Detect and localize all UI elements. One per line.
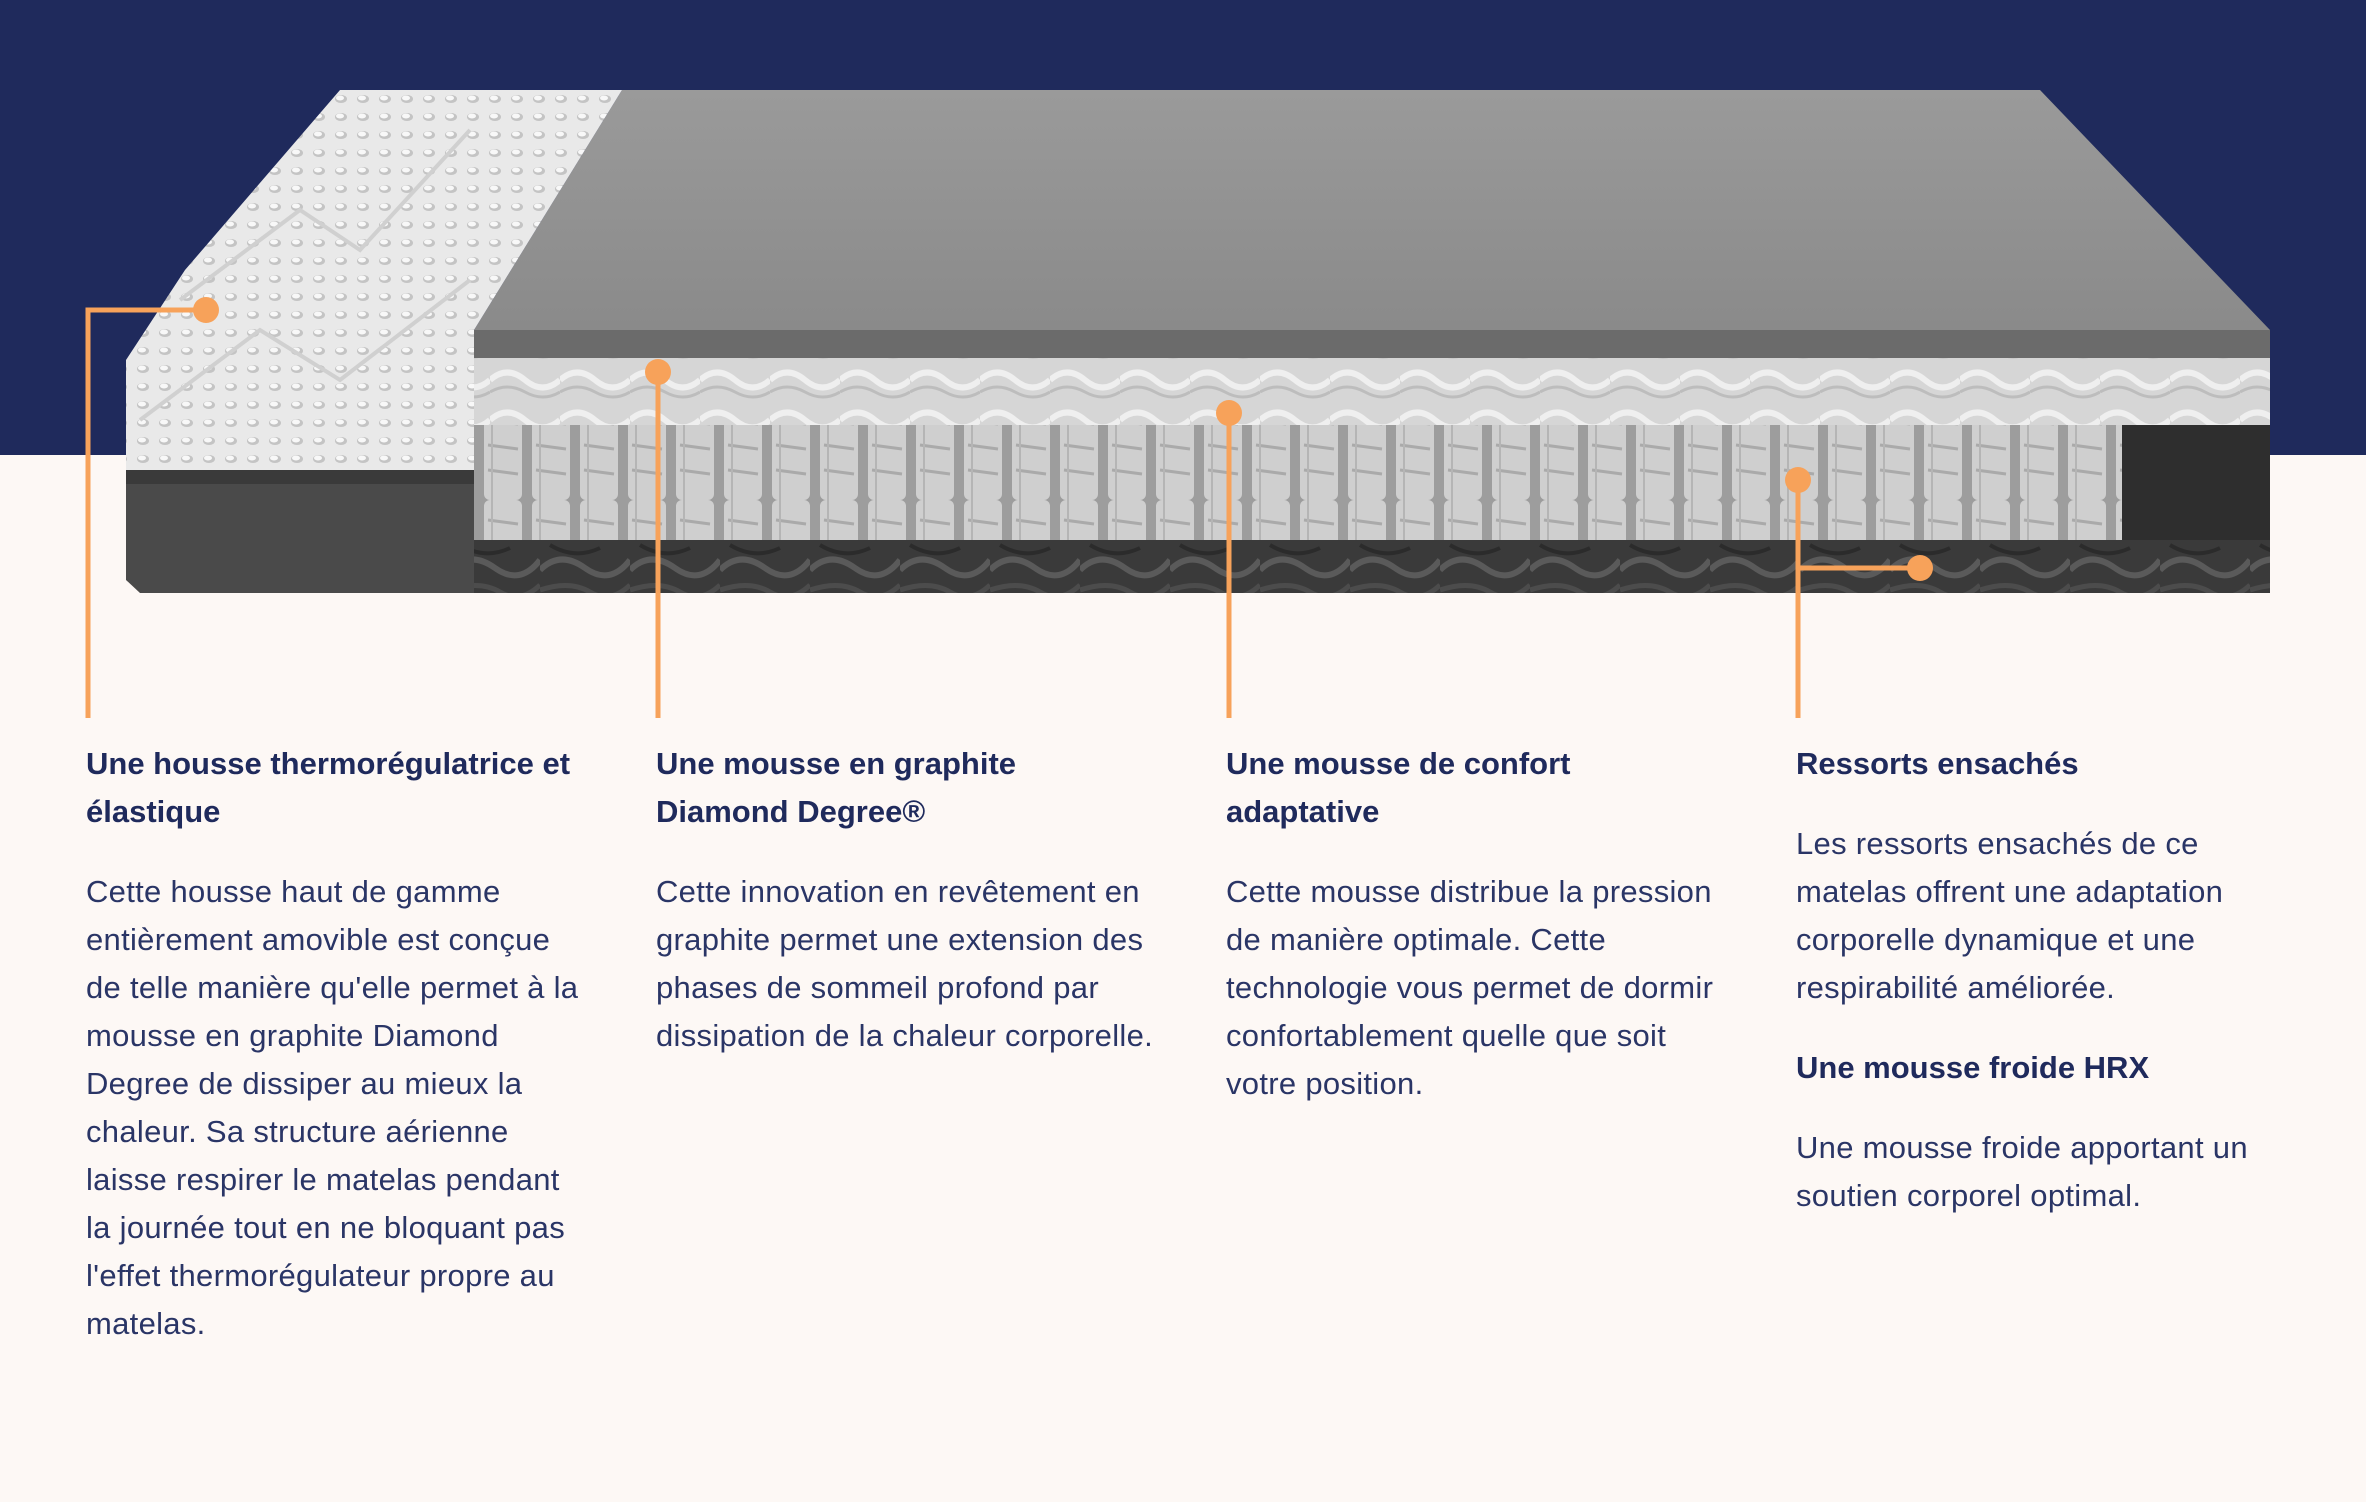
feature-title: Une mousse de confort adaptative [1226,746,1571,829]
feature-cover [86,740,586,1380]
mattress-cross-section-illustration [0,0,2366,730]
feature-pocket-springs [1796,740,2316,1252]
features-section [0,740,2366,1480]
feature-title: Une housse thermorégulatrice et élastique [86,746,571,829]
feature-description: Cette mousse distribue la pression de manière optimale. Cette technologie vous permet de dormir confortablement quelle que soit votre position. [1226,874,1714,1101]
feature-title: Une mousse en graphite Diamond Degree® [656,746,1017,829]
feature-subtitle-cold-foam: Une mousse froide HRX [1796,1050,2150,1085]
feature-description: Cette housse haut de gamme entièrement amovible est conçue de telle manière qu'elle permet à la mousse en graphite Diamond Degree de dissiper au mieux la chaleur. Sa structure aérienne laisse respirer le matelas pendant la journée tout en ne bloquant pas l'effet thermorégulateur propre au matelas. [86,874,579,1341]
feature-graphite-foam [656,740,1156,1092]
feature-subdescription-cold-foam: Une mousse froide apportant un soutien corporel optimal. [1796,1130,2248,1213]
feature-title: Ressorts ensachés [1796,746,2079,781]
feature-description: Les ressorts ensachés de ce matelas offrent une adaptation corporelle dynamique et une respirabilité améliorée. [1796,826,2224,1005]
feature-description: Cette innovation en revêtement en graphite permet une extension des phases de sommeil profond par dissipation de la chaleur corporelle. [656,874,1154,1053]
feature-comfort-foam [1226,740,1726,1140]
